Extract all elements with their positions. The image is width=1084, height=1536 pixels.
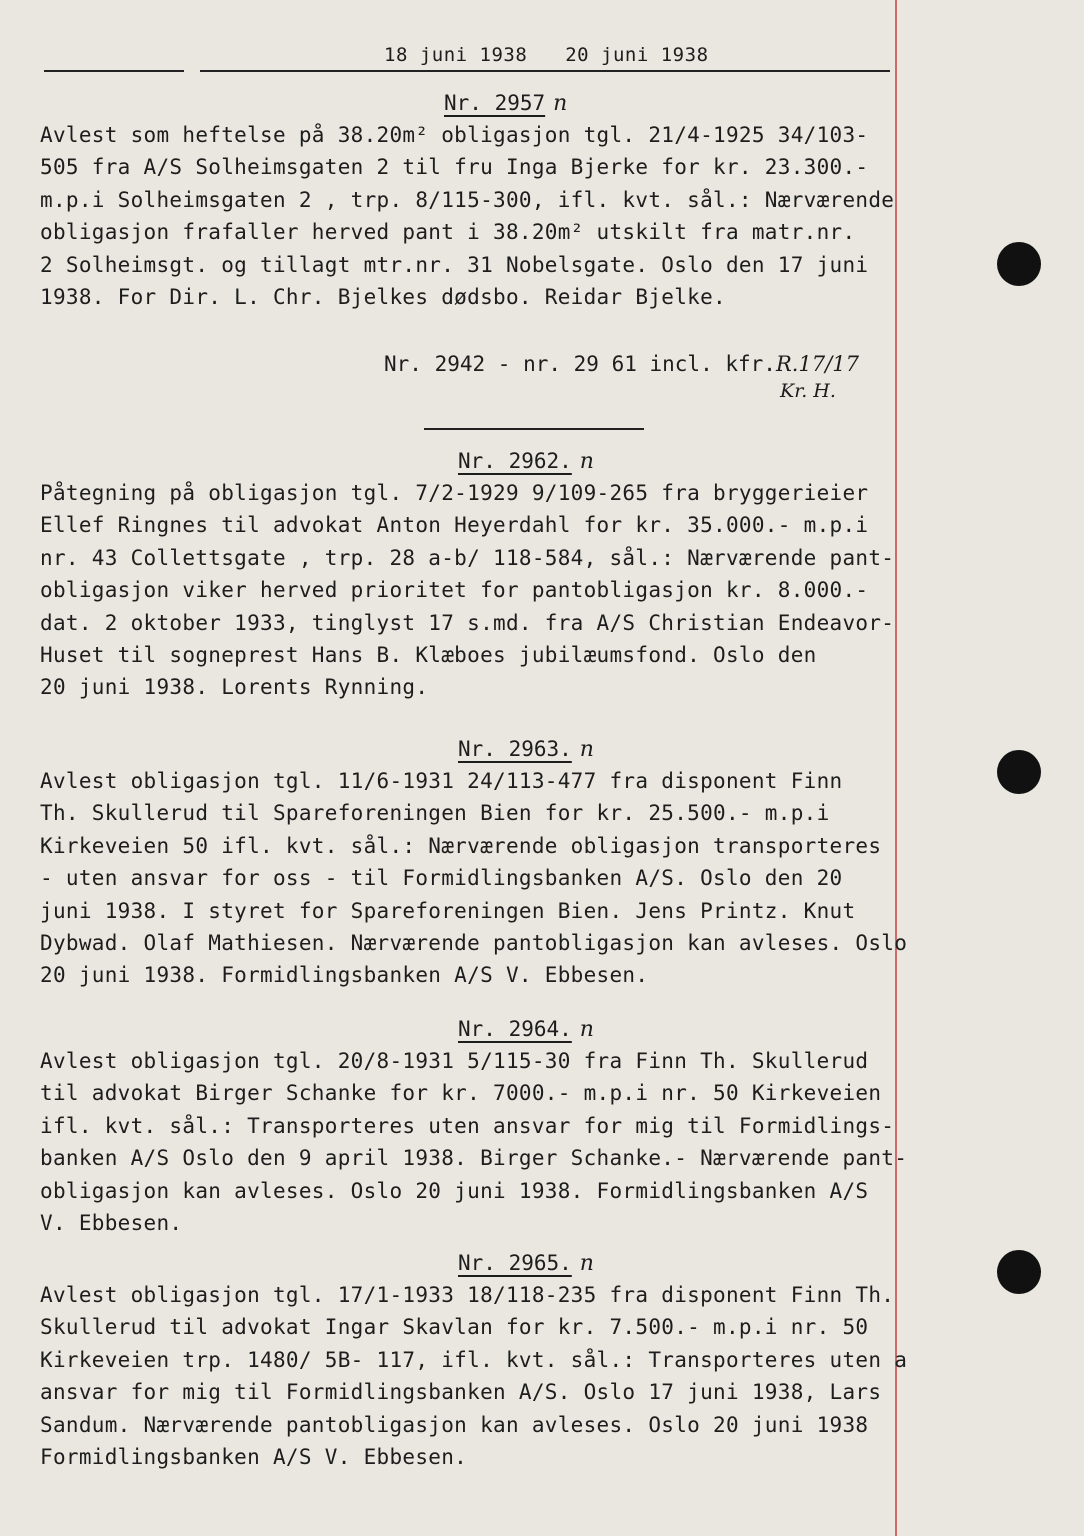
separator-rule xyxy=(424,428,644,430)
header-rule-left xyxy=(44,70,184,72)
header-rule-right xyxy=(200,70,890,72)
date-left: 18 juni 1938 xyxy=(384,44,528,66)
punch-hole xyxy=(997,242,1041,286)
entry-number: Nr. 2963. n xyxy=(458,737,594,762)
entry-text: Avlest obligasjon tgl. 17/1-1933 18/118-235 fra disponent Finn Th. Skullerud til advokat Ingar Skavlan for kr. 7.500.- m.p.i nr. 50 Kirkeveien trp. 1480/ 5B- 117, ifl. kvt. sål.: Transporteres uten a ansvar for mig til Formidlingsbanken A/S. Oslo 17 juni 1938, Lars Sandum. Nærværende pantobligasjon kan avleses. Oslo 20 juni 1938 Formidlingsbanken A/S V. Ebbesen. xyxy=(40,1283,908,1470)
entry-text: Avlest obligasjon tgl. 11/6-1931 24/113-477 fra disponent Finn Th. Skullerud til Spareforeningen Bien for kr. 25.500.- m.p.i Kirkeveien 50 ifl. kvt. sål.: Nærværende obligasjon transporteres - uten ansvar for oss - til Formidlingsbanken A/S. Oslo den 20 juni 1938. I styret for Spareforeningen Bien. Jens Printz. Knut Dybwad. Olaf Mathiesen. Nærværende pantobligasjon kan avleses. Oslo 20 juni 1938. Formidlingsbanken A/S V. Ebbesen. xyxy=(40,769,908,988)
entry-text: Avlest obligasjon tgl. 20/8-1931 5/115-30 fra Finn Th. Skullerud til advokat Birger Schanke for kr. 7000.- m.p.i nr. 50 Kirkeveien ifl. kvt. sål.: Transporteres uten ansvar for mig til Formidlings- banken A/S Oslo den 9 april 1938. Birger Schanke.- Nærværende pant- obligasjon kan avleses. Oslo 20 juni 1938. Formidlingsbanken A/S V. Ebbesen. xyxy=(40,1049,908,1236)
entry-2963 xyxy=(40,734,920,992)
reference-note xyxy=(384,352,859,402)
reference-handwritten: R.17/17 xyxy=(775,352,859,376)
entry-2962 xyxy=(40,446,920,704)
punch-hole xyxy=(997,1250,1041,1294)
page-header xyxy=(384,44,735,66)
entry-text: Påtegning på obligasjon tgl. 7/2-1929 9/109-265 fra bryggerieier Ellef Ringnes til advokat Anton Heyerdahl for kr. 35.000.- m.p.i nr. 43 Collettsgate , trp. 28 a-b/ 118-584, sål.: Nærværende pant- obligasjon viker herved prioritet for pantobligasjon kr. 8.000.- dat. 2 oktober 1933, tinglyst 17 s.md. fra A/S Christian Endeavor- Huset til sogneprest Hans B. Klæboes jubilæumsfond. Oslo den 20 juni 1938. Lorents Rynning. xyxy=(40,481,895,700)
entry-number: Nr. 2965. n xyxy=(458,1251,594,1276)
entry-2965 xyxy=(40,1248,920,1473)
entry-number: Nr. 2962. n xyxy=(458,449,594,474)
punch-hole xyxy=(997,750,1041,794)
entry-text: Avlest som heftelse på 38.20m² obligasjon tgl. 21/4-1925 34/103- 505 fra A/S Solheimsgaten 2 til fru Inga Bjerke for kr. 23.300.- m.p.i Solheimsgaten 2 , trp. 8/115-300, ifl. kvt. sål.: Nærværende obligasjon frafaller herved pant i 38.20m² utskilt fra matr.nr. 2 Solheimsgt. og tillagt mtr.nr. 31 Nobelsgate. Oslo den 17 juni 1938. For Dir. L. Chr. Bjelkes dødsbo. Reidar Bjelke. xyxy=(40,123,895,310)
reference-text: Nr. 2942 - nr. 29 61 incl. kfr. xyxy=(384,352,776,376)
date-right: 20 juni 1938 xyxy=(565,44,709,66)
entry-number: Nr. 2964. n xyxy=(458,1017,594,1042)
reference-handwritten-initials: Kr. H. xyxy=(780,380,836,402)
entry-number: Nr. 2957 n xyxy=(444,91,568,116)
entry-2964 xyxy=(40,1014,920,1239)
entry-2957 xyxy=(40,88,920,313)
